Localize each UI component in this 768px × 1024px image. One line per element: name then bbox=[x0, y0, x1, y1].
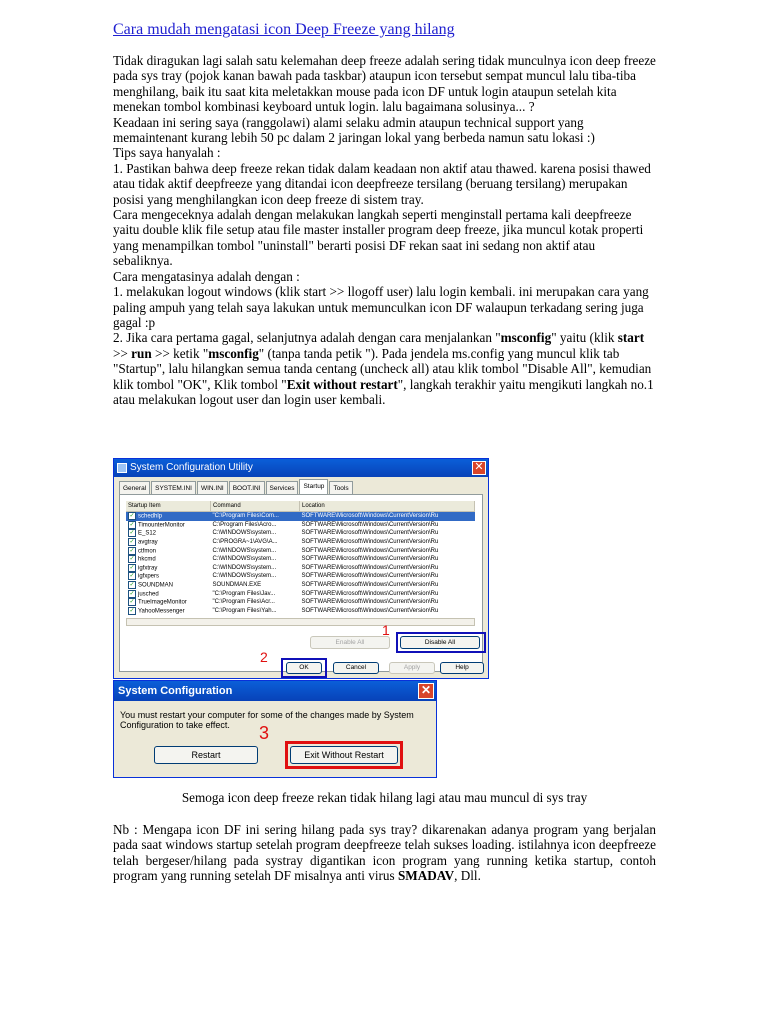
annotation-number-2: 2 bbox=[260, 649, 268, 665]
startup-checkbox[interactable]: ✓ bbox=[129, 556, 135, 563]
column-startup-item[interactable]: Startup Item bbox=[126, 501, 211, 512]
startup-location: SOFTWARE\Microsoft\Windows\CurrentVersion\Ru bbox=[301, 582, 439, 589]
highlight-box-disable-all bbox=[396, 632, 486, 653]
table-row[interactable] bbox=[126, 529, 475, 538]
method-1-paragraph: 1. melakukan logout windows (klik start >> llogoff user) lalu login kembali. ini merupakan cara yang paling ampuh yang telah saya lakukan untuk memunculkan icon DF walaupun terkadang sering juga gagal :p bbox=[113, 284, 649, 330]
close-icon[interactable]: ✕ bbox=[472, 461, 486, 475]
method-2-paragraph: 2. Jika cara pertama gagal, selanjutnya adalah dengan cara menjalankan "msconfig" yaitu (klik start >> run >> ketik "msconfig" (tanpa tanda petik "). Pada jendela ms.config yang muncul klik tab "Startup", lalu hilangkan semua tanda centang (uncheck all) atau klik tombol "Disable All", kemudian klik tombol "OK", Klik tombol "Exit without restart", langkah terakhir yaitu mengikuti langkah no.1 atau melakukan logout user dan login user kembali. bbox=[113, 330, 654, 407]
startup-location: SOFTWARE\Microsoft\Windows\CurrentVersion\Ru bbox=[301, 607, 439, 614]
intro-paragraph: Tidak diragukan lagi salah satu kelemahan deep freeze adalah sering tidak munculnya icon deep freeze pada sys tray (pojok kanan bawah pada taskbar) ataupun icon tersebut sempat muncul lalu tiba-tiba menghilang, baik itu saat kita meletakkan mouse pada icon DF untuk login ataupun setelah kita menekan tombol kombinasi keyboard untuk login. lalu bagaimana solusinya... ? bbox=[113, 53, 656, 115]
table-row[interactable] bbox=[126, 546, 475, 555]
table-row[interactable] bbox=[126, 598, 475, 607]
table-row[interactable] bbox=[126, 555, 475, 564]
dialog-message: You must restart your computer for some of the changes made by System Configuration to take effect. bbox=[120, 710, 414, 730]
restart-button[interactable]: Restart bbox=[154, 746, 258, 764]
startup-command: "C:\Program Files\Acr... bbox=[212, 599, 275, 606]
solution-heading: Cara mengatasinya adalah dengan : bbox=[113, 268, 300, 284]
startup-checkbox[interactable]: ✓ bbox=[129, 521, 135, 528]
startup-checkbox[interactable]: ✓ bbox=[129, 513, 135, 520]
startup-item-name: ctfmon bbox=[138, 548, 157, 555]
system-configuration-dialog bbox=[113, 680, 437, 778]
note-paragraph: Nb : Mengapa icon DF ini sering hilang pada sys tray? dikarenakan adanya program yang berjalan pada saat windows startup setelah program deepfreeze telah sukses loading. istilahnya icon deepfreeze telah bergeser/hilang pada systray digantikan icon program yang running ketika startup, contoh program yang running setelah DF misalnya anti virus SMADAV, Dll. bbox=[113, 822, 656, 884]
dialog-close-icon[interactable]: ✕ bbox=[418, 683, 434, 699]
closing-caption: Semoga icon deep freeze rekan tidak hilang lagi atau mau muncul di sys tray bbox=[181, 790, 588, 805]
article bbox=[113, 20, 656, 407]
experience-paragraph: Keadaan ini sering saya (ranggolawi) alami selaku admin ataupun technical support yang memaintenant kurang lebih 50 pc dalam 2 jaringan lokal yang berbeda namun satu lokasi :) bbox=[113, 114, 595, 146]
tab-startup[interactable]: Startup bbox=[299, 479, 328, 495]
table-row[interactable] bbox=[126, 564, 475, 573]
tab-win-ini[interactable]: WIN.INI bbox=[197, 481, 228, 495]
cancel-button[interactable]: Cancel bbox=[333, 662, 379, 674]
tab-boot-ini[interactable]: BOOT.INI bbox=[229, 481, 265, 495]
startup-location: SOFTWARE\Microsoft\Windows\CurrentVersion\Ru bbox=[301, 564, 439, 571]
startup-checkbox[interactable]: ✓ bbox=[129, 599, 135, 606]
startup-item-name: igfxpers bbox=[138, 574, 160, 581]
startup-location: SOFTWARE\Microsoft\Windows\CurrentVersion\Ru bbox=[301, 556, 439, 563]
startup-location: SOFTWARE\Microsoft\Windows\CurrentVersion\Ru bbox=[301, 530, 439, 537]
table-row[interactable] bbox=[126, 538, 475, 547]
table-row[interactable] bbox=[126, 512, 475, 521]
startup-panel bbox=[119, 494, 483, 672]
startup-checkbox[interactable]: ✓ bbox=[129, 530, 135, 537]
dialog-title: System Configuration bbox=[118, 685, 233, 697]
startup-item-name: hkcmd bbox=[138, 556, 156, 563]
startup-checkbox[interactable]: ✓ bbox=[129, 607, 135, 614]
column-command[interactable]: Command bbox=[211, 501, 300, 512]
dialog-titlebar bbox=[114, 681, 436, 701]
startup-item-name: YahooMessenger bbox=[138, 608, 185, 615]
horizontal-scrollbar[interactable] bbox=[126, 618, 475, 626]
disable-all-button[interactable]: Disable All bbox=[400, 636, 480, 649]
highlight-box-ok bbox=[281, 658, 327, 678]
startup-item-name: E_S12 bbox=[138, 531, 157, 538]
column-location[interactable]: Location bbox=[300, 501, 475, 512]
startup-command: "C:\Program Files\Yah... bbox=[212, 607, 277, 614]
startup-item-name: SOUNDMAN bbox=[138, 582, 174, 589]
startup-location: SOFTWARE\Microsoft\Windows\CurrentVersion\Ru bbox=[301, 590, 439, 597]
system-configuration-utility-window bbox=[113, 458, 489, 679]
startup-command: "C:\Program Files\Com... bbox=[212, 513, 279, 520]
highlight-box-exit-without-restart bbox=[285, 741, 403, 769]
startup-list bbox=[126, 501, 475, 615]
help-button[interactable]: Help bbox=[440, 662, 484, 674]
startup-item-name: schedhlp bbox=[138, 513, 163, 520]
exit-without-restart-button[interactable]: Exit Without Restart bbox=[290, 746, 398, 764]
startup-location: SOFTWARE\Microsoft\Windows\CurrentVersion\Ru bbox=[301, 521, 439, 528]
startup-location: SOFTWARE\Microsoft\Windows\CurrentVersion\Ru bbox=[301, 573, 439, 580]
check-paragraph: Cara mengeceknya adalah dengan melakukan langkah seperti menginstall pertama kali deepfreeze yaitu double klik file setup atau file master installer program deep freeze, jika muncul kotak properti yang menampilkan tombol "uninstall" berarti posisi DF rekan saat ini sedang non aktif atau sebaliknya. bbox=[113, 207, 644, 269]
startup-location: SOFTWARE\Microsoft\Windows\CurrentVersion\Ru bbox=[301, 547, 439, 554]
tab-services[interactable]: Services bbox=[266, 481, 299, 495]
tab-tools[interactable]: Tools bbox=[329, 481, 352, 495]
startup-item-name: TimounterMonitor bbox=[138, 522, 185, 529]
table-row[interactable] bbox=[126, 572, 475, 581]
startup-checkbox[interactable]: ✓ bbox=[129, 573, 135, 580]
window-titlebar bbox=[114, 459, 488, 477]
apply-button[interactable]: Apply bbox=[389, 662, 435, 674]
startup-checkbox[interactable]: ✓ bbox=[129, 547, 135, 554]
startup-checkbox[interactable]: ✓ bbox=[129, 590, 135, 597]
app-icon bbox=[117, 463, 127, 473]
window-title: System Configuration Utility bbox=[130, 462, 253, 473]
startup-item-name: igfxtray bbox=[138, 565, 158, 572]
startup-location: SOFTWARE\Microsoft\Windows\CurrentVersion\Ru bbox=[301, 599, 439, 606]
startup-command: "C:\Program Files\Jav... bbox=[212, 590, 276, 597]
startup-command: C:\PROGRA~1\AVG\A... bbox=[212, 539, 278, 546]
table-row[interactable] bbox=[126, 521, 475, 530]
tab-general[interactable]: General bbox=[119, 481, 150, 495]
startup-location: SOFTWARE\Microsoft\Windows\CurrentVersion\Ru bbox=[301, 513, 439, 520]
startup-command: C:\WINDOWS\system... bbox=[212, 530, 277, 537]
annotation-number-3: 3 bbox=[259, 723, 270, 743]
tab-strip bbox=[119, 481, 354, 495]
ok-button[interactable]: OK bbox=[286, 662, 322, 674]
startup-command: SOUNDMAN.EXE bbox=[212, 582, 262, 589]
table-row[interactable] bbox=[126, 589, 475, 598]
msconfig-screenshot bbox=[113, 458, 491, 778]
tips-heading: Tips saya hanyalah : bbox=[113, 145, 221, 161]
article-title-link[interactable]: Cara mudah mengatasi icon Deep Freeze yang hilang bbox=[113, 21, 455, 38]
startup-command: C:\WINDOWS\system... bbox=[212, 556, 277, 563]
startup-command: C:\WINDOWS\system... bbox=[212, 573, 277, 580]
startup-command: C:\WINDOWS\system... bbox=[212, 564, 277, 571]
enable-all-button[interactable]: Enable All bbox=[310, 636, 390, 649]
annotation-number-1: 1 bbox=[382, 622, 390, 638]
startup-location: SOFTWARE\Microsoft\Windows\CurrentVersion\Ru bbox=[301, 539, 439, 546]
startup-command: C:\Program Files\Acro... bbox=[212, 521, 277, 528]
table-row[interactable] bbox=[126, 607, 475, 616]
startup-item-name: TrueImageMonitor bbox=[138, 599, 187, 606]
startup-checkbox[interactable]: ✓ bbox=[129, 564, 135, 571]
startup-checkbox[interactable]: ✓ bbox=[129, 582, 135, 589]
table-row[interactable] bbox=[126, 581, 475, 590]
tab-system-ini[interactable]: SYSTEM.INI bbox=[151, 481, 196, 495]
startup-checkbox[interactable]: ✓ bbox=[129, 539, 135, 546]
startup-item-name: jusched bbox=[138, 591, 159, 598]
startup-command: C:\WINDOWS\system... bbox=[212, 547, 277, 554]
step-1-paragraph: 1. Pastikan bahwa deep freeze rekan tidak dalam keadaan non aktif atau thawed. karena posisi thawed atau tidak aktif deepfreeze yang ditandai icon deepfreeze tersilang (beruang tersilang) merupakan posisi yang menghilangkan icon deep freeze di sistem tray. bbox=[113, 160, 651, 207]
startup-item-name: avgtray bbox=[138, 539, 158, 546]
